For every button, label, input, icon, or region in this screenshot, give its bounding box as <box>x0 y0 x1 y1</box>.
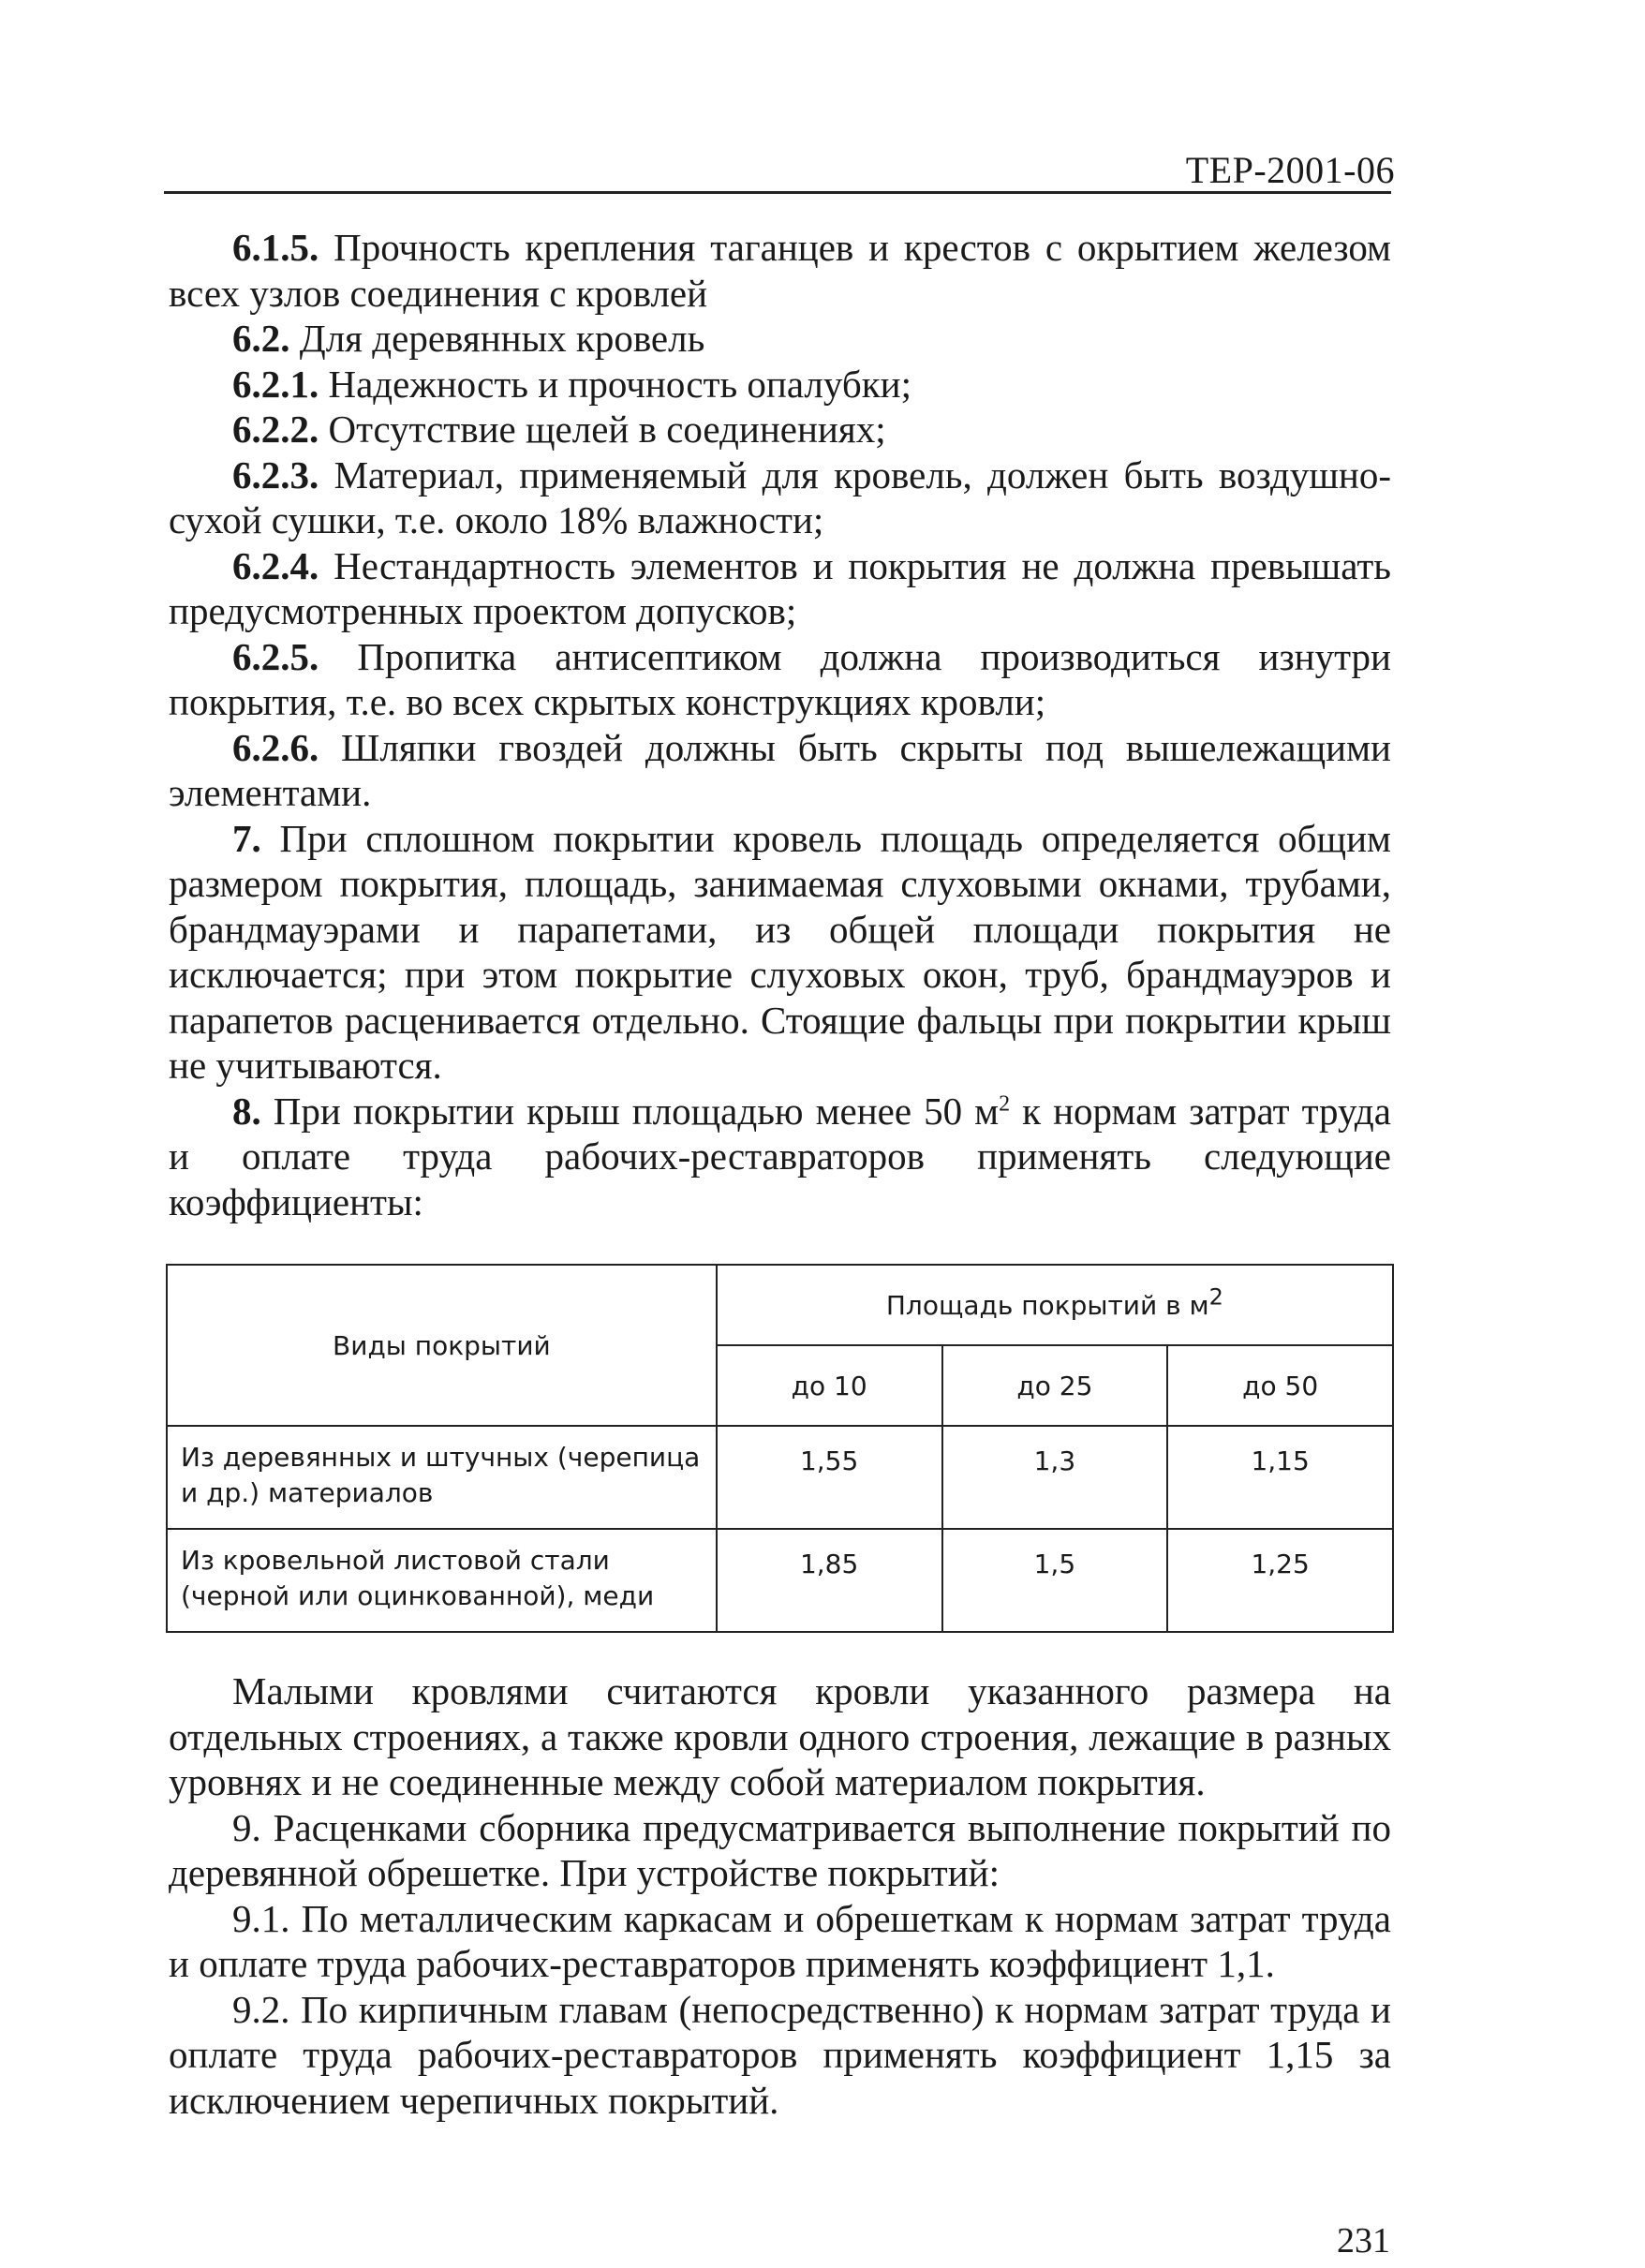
table-cell: 1,3 <box>942 1426 1168 1529</box>
paragraph-number: 6.2.5. <box>232 634 319 678</box>
content-bottom <box>169 1668 1391 2123</box>
paragraph-6-2 <box>169 316 1391 362</box>
paragraph-6-2-6 <box>169 725 1391 816</box>
paragraph-7 <box>169 816 1391 1089</box>
paragraph-text: Материал, применяемый для кровель, должен быть воздушно-сухой сушки, т.е. около 18% влажности; <box>169 452 1391 541</box>
header-area <box>717 1265 1393 1345</box>
paragraph-6-2-3 <box>169 452 1391 543</box>
superscript: 2 <box>1208 1283 1223 1311</box>
paragraph-text: к нормам затрат труда и оплате труда рабочих-реставраторов применять следующие коэффициенты: <box>169 1089 1391 1223</box>
table-cell: 1,55 <box>717 1426 942 1529</box>
paragraph-text: Нестандартность элементов и покрытия не должна превышать предусмотренных проектом допусков; <box>169 543 1391 632</box>
document-code: ТЕР-2001-06 <box>1185 149 1395 191</box>
subheader-area: до 25 <box>942 1345 1168 1426</box>
paragraph-9-2 <box>169 1987 1391 2124</box>
superscript: 2 <box>999 1090 1011 1116</box>
paragraph-small-roofs: Малыми кровлями считаются кровли указанного размера на отдельных строениях, а также кровли одного строения, лежащие в разных уровнях и не соединенные между собой материалом покрытия. <box>169 1669 1391 1803</box>
paragraph-number: 6.2.4. <box>232 543 319 587</box>
paragraph-text: Надежность и прочность опалубки; <box>319 362 911 406</box>
table-cell: 1,85 <box>717 1529 942 1632</box>
table-row <box>167 1426 1393 1529</box>
row-label: Из кровельной листовой стали (черной или оцинкованной), меди <box>167 1529 717 1632</box>
paragraph-number: 9.2. <box>232 1987 290 2031</box>
paragraph-number: 9.1. <box>232 1896 290 1940</box>
paragraph-text: Прочность крепления таганцев и крестов с окрытием железом всех узлов соединения с кровлей <box>169 226 1391 315</box>
table-cell: 1,15 <box>1167 1426 1393 1529</box>
paragraph-8 <box>169 1089 1391 1225</box>
coefficient-table <box>166 1264 1394 1633</box>
header-coverage-type <box>167 1265 717 1426</box>
header-rule <box>164 191 1391 194</box>
paragraph-number: 7. <box>232 816 261 860</box>
paragraph-number: 6.2.6. <box>232 725 319 769</box>
table-cell: 1,5 <box>942 1529 1168 1632</box>
paragraph-6-2-5 <box>169 634 1391 725</box>
header-label: Виды покрытий <box>333 1329 551 1361</box>
header-label: Площадь покрытий в м <box>885 1289 1209 1321</box>
paragraph-text: Пропитка антисептиком должна производиться изнутри покрытия, т.е. во всех скрытых конструкциях кровли; <box>169 634 1391 723</box>
paragraph-6-2-4 <box>169 543 1391 634</box>
paragraph-number: 6.2.1. <box>232 362 319 406</box>
table-cell: 1,25 <box>1167 1529 1393 1632</box>
paragraph-text: Отсутствие щелей в соединениях; <box>319 408 886 451</box>
paragraph-text: При сплошном покрытии кровель площадь определяется общим размером покрытия, площадь, занимаемая слуховыми окнами, трубами, брандмауэрами и парапетами, из общей площади покрытия не исключается; при этом покрытие слуховых окон, труб, брандмауэров и парапетов расценивается отдельно. Стоящие фальцы при покрытии крыш не учитываются. <box>169 816 1391 1087</box>
paragraph-number: 6.2.2. <box>232 408 319 451</box>
paragraph-6-1-5 <box>169 225 1391 316</box>
subheader-area: до 50 <box>1167 1345 1393 1426</box>
paragraph-number: 6.2.3. <box>232 452 319 497</box>
paragraph-text: При покрытии крыш площадью менее 50 м <box>260 1089 1000 1133</box>
paragraph-text: По металлическим каркасам и обрешеткам к нормам затрат труда и оплате труда рабочих-реставраторов применять коэффициент 1,1. <box>169 1896 1391 1985</box>
paragraph-6-2-1 <box>169 362 1391 408</box>
row-label: Из деревянных и штучных (черепица и др.) материалов <box>167 1426 717 1529</box>
paragraph-text: По кирпичным главам (непосредственно) к нормам затрат труда и оплате труда рабочих-реставраторов применять коэффициент 1,15 за исключением черепичных покрытий. <box>169 1987 1391 2122</box>
paragraph-number: 6.2. <box>232 317 290 360</box>
content-top <box>169 225 1391 1224</box>
page-number: 231 <box>1337 2221 1390 2261</box>
paragraph-number: 8. <box>232 1089 261 1133</box>
subheader-area: до 10 <box>717 1345 942 1426</box>
paragraph-9-1 <box>169 1896 1391 1987</box>
paragraph-9: 9. Расценками сборника предусматривается выполнение покрытий по деревянной обрешетке. При устройстве покрытий: <box>169 1805 1391 1894</box>
paragraph-number: 6.1.5. <box>232 226 319 269</box>
paragraph-text: Для деревянных кровель <box>289 317 705 360</box>
paragraph-6-2-2 <box>169 407 1391 452</box>
paragraph-text: Шляпки гвоздей должны быть скрыты под вышележащими элементами. <box>169 725 1391 814</box>
table-row <box>167 1529 1393 1632</box>
